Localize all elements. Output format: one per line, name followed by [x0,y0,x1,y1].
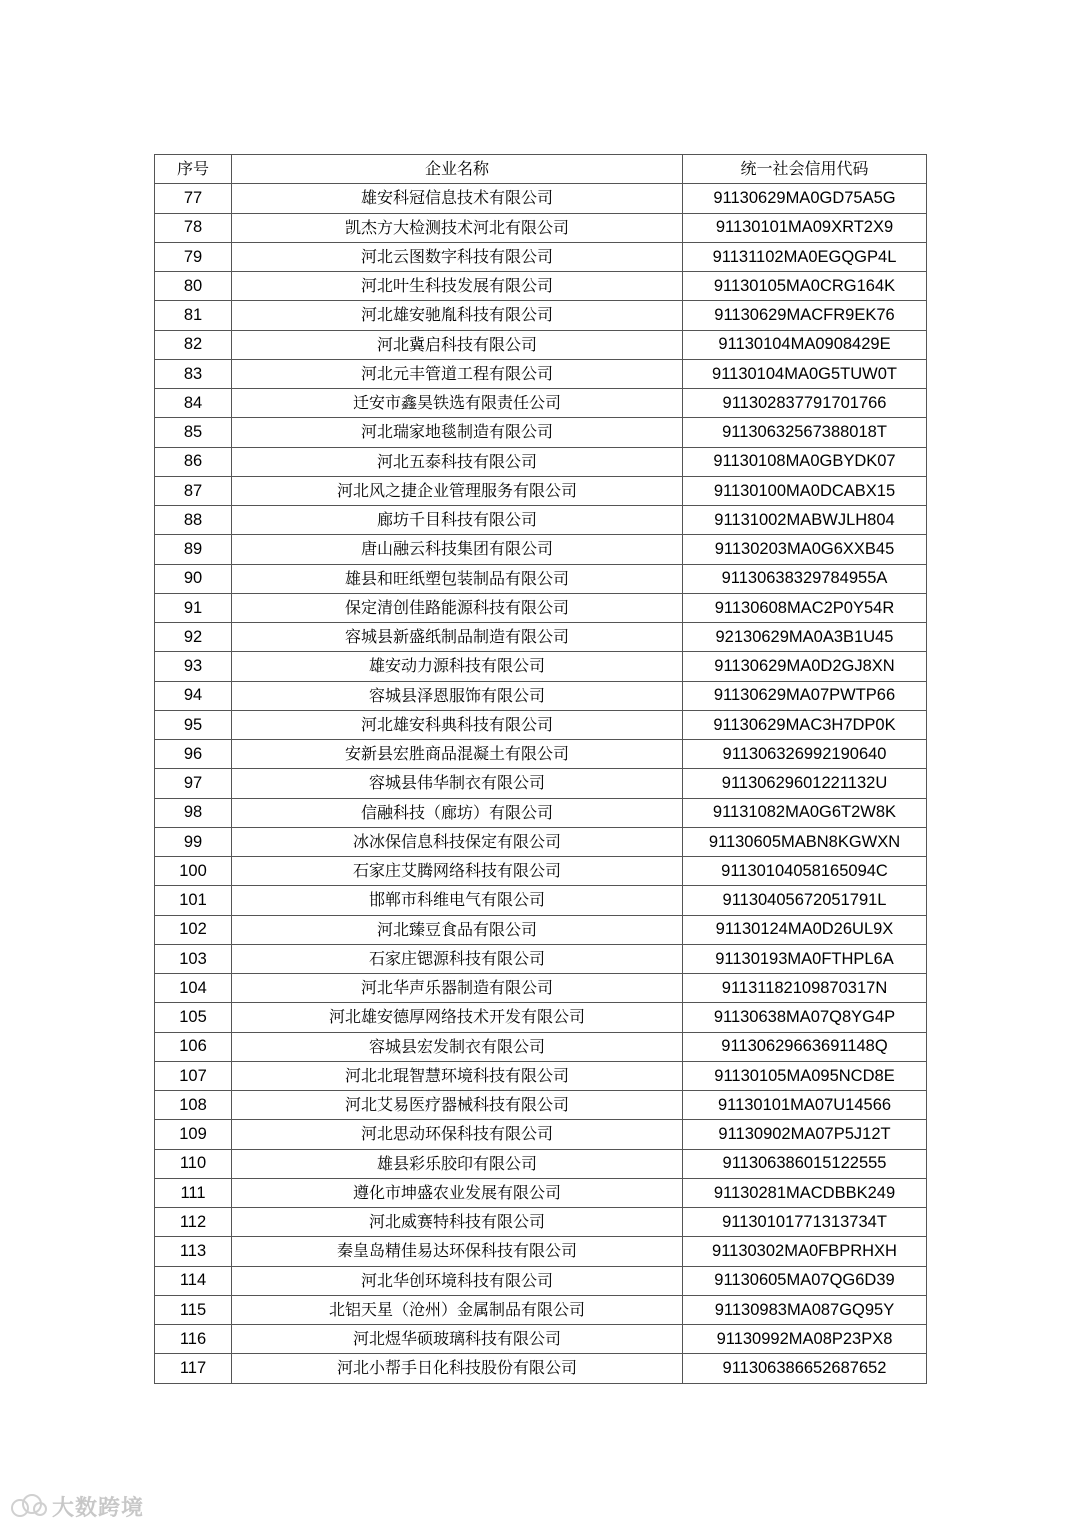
row-credit-code: 91130983MA087GQ95Y [683,1295,927,1324]
row-credit-code: 91130405672051791L [683,886,927,915]
table-row [155,1208,927,1237]
row-company-name: 邯郸市科维电气有限公司 [232,886,683,915]
table-row [155,944,927,973]
row-credit-code: 92130629MA0A3B1U45 [683,623,927,652]
table-row [155,1266,927,1295]
row-seq: 102 [155,915,232,944]
table-row [155,769,927,798]
row-seq: 113 [155,1237,232,1266]
row-seq: 100 [155,857,232,886]
row-company-name: 河北思动环保科技有限公司 [232,1120,683,1149]
row-company-name: 河北小帮手日化科技股份有限公司 [232,1354,683,1383]
table-row [155,1354,927,1383]
table-row [155,974,927,1003]
row-credit-code: 91130638MA07Q8YG4P [683,1003,927,1032]
row-seq: 97 [155,769,232,798]
company-table [154,154,927,1384]
row-seq: 87 [155,476,232,505]
row-company-name: 北铝天星（沧州）金属制品有限公司 [232,1295,683,1324]
row-seq: 79 [155,242,232,271]
table-body [155,184,927,1383]
row-company-name: 河北华声乐器制造有限公司 [232,974,683,1003]
table-row [155,827,927,856]
row-company-name: 雄安科冠信息技术有限公司 [232,184,683,213]
header-company-name: 企业名称 [232,155,683,184]
table-row [155,418,927,447]
row-credit-code: 91130605MABN8KGWXN [683,827,927,856]
row-company-name: 容城县伟华制衣有限公司 [232,769,683,798]
row-credit-code: 91130105MA0CRG164K [683,272,927,301]
row-credit-code: 91130629MA0GD75A5G [683,184,927,213]
row-company-name: 冰冰保信息科技保定有限公司 [232,827,683,856]
row-company-name: 雄县彩乐胶印有限公司 [232,1149,683,1178]
row-seq: 108 [155,1091,232,1120]
table-row [155,623,927,652]
table-row [155,857,927,886]
row-credit-code: 91130632567388018T [683,418,927,447]
row-company-name: 河北华创环境科技有限公司 [232,1266,683,1295]
row-credit-code: 91130101MA09XRT2X9 [683,213,927,242]
row-company-name: 河北威赛特科技有限公司 [232,1208,683,1237]
table-row [155,652,927,681]
table-row [155,798,927,827]
table-row [155,389,927,418]
row-credit-code: 91130608MAC2P0Y54R [683,593,927,622]
table-row [155,1003,927,1032]
table-row [155,1032,927,1061]
row-company-name: 河北北琨智慧环境科技有限公司 [232,1061,683,1090]
row-seq: 110 [155,1149,232,1178]
row-credit-code: 91131182109870317N [683,974,927,1003]
table-row [155,213,927,242]
row-credit-code: 91130124MA0D26UL9X [683,915,927,944]
row-credit-code: 91130629601221132U [683,769,927,798]
table-row [155,359,927,388]
row-company-name: 遵化市坤盛农业发展有限公司 [232,1178,683,1207]
watermark [8,1490,144,1522]
row-company-name: 凯杰方大检测技术河北有限公司 [232,213,683,242]
row-credit-code: 91130104MA0908429E [683,330,927,359]
row-company-name: 唐山融云科技集团有限公司 [232,535,683,564]
row-credit-code: 911302837791701766 [683,389,927,418]
row-credit-code: 91130629MA07PWTP66 [683,681,927,710]
header-credit-code: 统一社会信用代码 [683,155,927,184]
row-company-name: 雄县和旺纸塑包装制品有限公司 [232,564,683,593]
row-seq: 98 [155,798,232,827]
row-company-name: 石家庄锶源科技有限公司 [232,944,683,973]
row-seq: 104 [155,974,232,1003]
row-credit-code: 91130203MA0G6XXB45 [683,535,927,564]
row-company-name: 容城县新盛纸制品制造有限公司 [232,623,683,652]
row-seq: 106 [155,1032,232,1061]
row-credit-code: 91130101771313734T [683,1208,927,1237]
row-company-name: 河北元丰管道工程有限公司 [232,359,683,388]
row-credit-code: 91130100MA0DCABX15 [683,476,927,505]
row-credit-code: 91131102MA0EGQGP4L [683,242,927,271]
row-credit-code: 911306326992190640 [683,740,927,769]
header-seq: 序号 [155,155,232,184]
row-seq: 96 [155,740,232,769]
row-credit-code: 911306386652687652 [683,1354,927,1383]
row-seq: 90 [155,564,232,593]
row-seq: 81 [155,301,232,330]
row-company-name: 秦皇岛精佳易达环保科技有限公司 [232,1237,683,1266]
table-row [155,564,927,593]
row-seq: 117 [155,1354,232,1383]
row-credit-code: 91130193MA0FTHPL6A [683,944,927,973]
row-seq: 112 [155,1208,232,1237]
row-company-name: 河北雄安德厚网络技术开发有限公司 [232,1003,683,1032]
row-company-name: 河北云图数字科技有限公司 [232,242,683,271]
row-seq: 115 [155,1295,232,1324]
row-seq: 82 [155,330,232,359]
row-seq: 77 [155,184,232,213]
row-credit-code: 91130629MAC3H7DP0K [683,710,927,739]
row-seq: 83 [155,359,232,388]
table-row [155,915,927,944]
row-credit-code: 91130629MACFR9EK76 [683,301,927,330]
row-company-name: 河北瑞家地毯制造有限公司 [232,418,683,447]
table-row [155,1295,927,1324]
row-seq: 107 [155,1061,232,1090]
table-row [155,1237,927,1266]
row-seq: 80 [155,272,232,301]
row-company-name: 河北冀启科技有限公司 [232,330,683,359]
row-seq: 85 [155,418,232,447]
row-company-name: 迁安市鑫昊铁选有限责任公司 [232,389,683,418]
row-company-name: 安新县宏胜商品混凝土有限公司 [232,740,683,769]
table-row [155,886,927,915]
row-seq: 93 [155,652,232,681]
row-seq: 114 [155,1266,232,1295]
table-row [155,272,927,301]
row-company-name: 廊坊千目科技有限公司 [232,506,683,535]
row-company-name: 河北叶生科技发展有限公司 [232,272,683,301]
row-credit-code: 91131002MABWJLH804 [683,506,927,535]
row-company-name: 雄安动力源科技有限公司 [232,652,683,681]
row-company-name: 石家庄艾腾网络科技有限公司 [232,857,683,886]
row-credit-code: 91130104MA0G5TUW0T [683,359,927,388]
row-seq: 84 [155,389,232,418]
row-credit-code: 91130638329784955A [683,564,927,593]
row-seq: 94 [155,681,232,710]
row-company-name: 保定清创佳路能源科技有限公司 [232,593,683,622]
table-row [155,1178,927,1207]
row-seq: 103 [155,944,232,973]
row-company-name: 容城县宏发制衣有限公司 [232,1032,683,1061]
row-credit-code: 91131082MA0G6T2W8K [683,798,927,827]
row-company-name: 河北煜华硕玻璃科技有限公司 [232,1325,683,1354]
row-seq: 89 [155,535,232,564]
row-credit-code: 91130605MA07QG6D39 [683,1266,927,1295]
table-row [155,593,927,622]
row-company-name: 河北五泰科技有限公司 [232,447,683,476]
table-row [155,681,927,710]
cloud-logo-icon [8,1492,48,1520]
row-seq: 105 [155,1003,232,1032]
row-seq: 86 [155,447,232,476]
row-company-name: 河北雄安科典科技有限公司 [232,710,683,739]
row-seq: 101 [155,886,232,915]
row-credit-code: 91130101MA07U14566 [683,1091,927,1120]
table-row [155,330,927,359]
row-company-name: 河北风之捷企业管理服务有限公司 [232,476,683,505]
table-row [155,447,927,476]
row-credit-code: 91130108MA0GBYDK07 [683,447,927,476]
row-credit-code: 91130992MA08P23PX8 [683,1325,927,1354]
row-seq: 92 [155,623,232,652]
row-company-name: 河北雄安驰胤科技有限公司 [232,301,683,330]
row-seq: 109 [155,1120,232,1149]
row-credit-code: 91130302MA0FBPRHXH [683,1237,927,1266]
row-credit-code: 91130105MA095NCD8E [683,1061,927,1090]
table-row [155,710,927,739]
row-company-name: 容城县泽恩服饰有限公司 [232,681,683,710]
table-row [155,1061,927,1090]
table-header [155,155,927,184]
row-seq: 95 [155,710,232,739]
table-row [155,535,927,564]
watermark-text: 大数跨境 [52,1495,145,1521]
header-row [155,155,927,184]
table-row [155,1149,927,1178]
row-seq: 99 [155,827,232,856]
row-credit-code: 91130902MA07P5J12T [683,1120,927,1149]
row-credit-code: 91130104058165094C [683,857,927,886]
row-seq: 111 [155,1178,232,1207]
row-credit-code: 91130281MACDBBK249 [683,1178,927,1207]
row-credit-code: 91130629663691148Q [683,1032,927,1061]
row-company-name: 信融科技（廊坊）有限公司 [232,798,683,827]
table-row [155,242,927,271]
table-row [155,301,927,330]
row-credit-code: 91130629MA0D2GJ8XN [683,652,927,681]
row-company-name: 河北艾易医疗器械科技有限公司 [232,1091,683,1120]
table-row [155,506,927,535]
table-row [155,740,927,769]
row-seq: 116 [155,1325,232,1354]
row-credit-code: 911306386015122555 [683,1149,927,1178]
table-row [155,184,927,213]
table-row [155,1091,927,1120]
table-row [155,1325,927,1354]
row-seq: 78 [155,213,232,242]
row-seq: 88 [155,506,232,535]
row-company-name: 河北臻豆食品有限公司 [232,915,683,944]
table-row [155,1120,927,1149]
table-row [155,476,927,505]
row-seq: 91 [155,593,232,622]
